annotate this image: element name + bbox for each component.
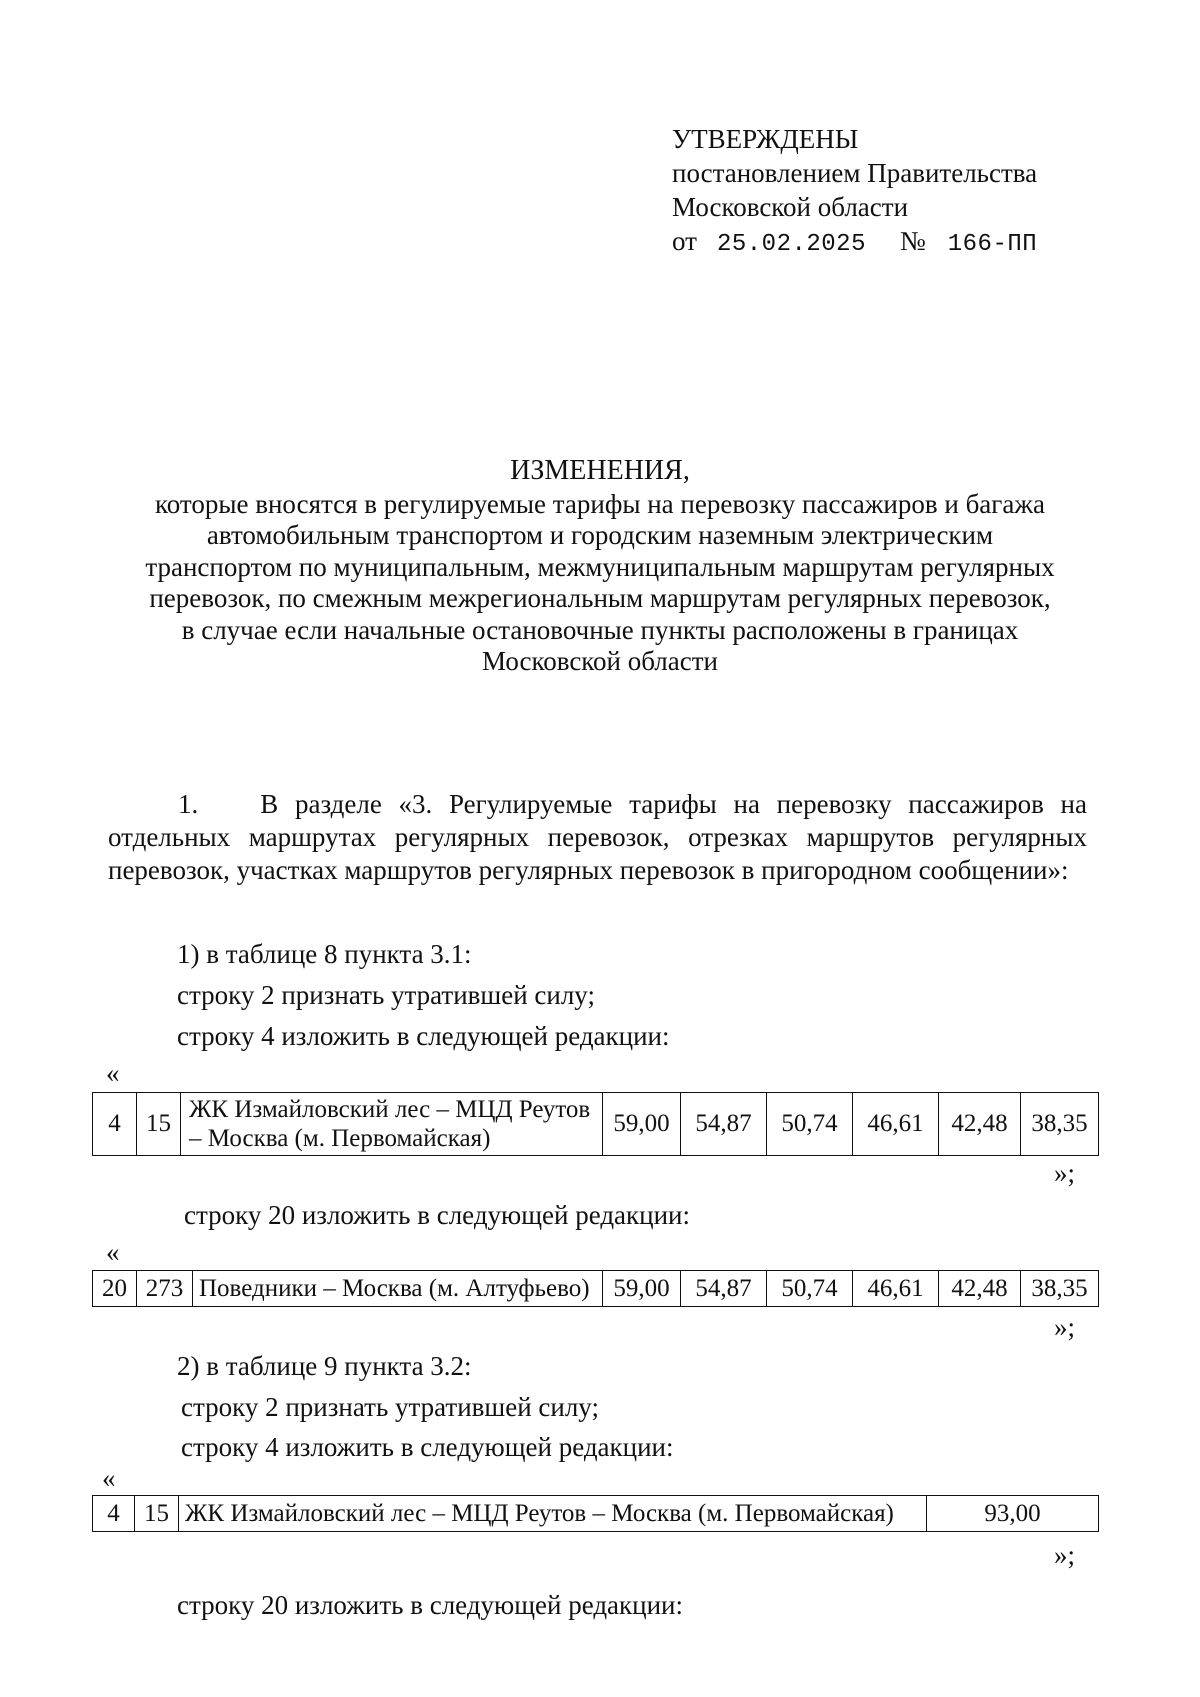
date-prefix: от bbox=[672, 226, 697, 256]
item-2-row20-heading: строку 20 изложить в следующей редакции: bbox=[177, 1590, 684, 1620]
tariff-cell: 93,00 bbox=[927, 1496, 1099, 1532]
route-name-cell: ЖК Измайловский лес – МЦД Реутов – Москва (м. Первомайская) bbox=[179, 1496, 927, 1532]
number-sign: № bbox=[899, 226, 926, 256]
heading-line: перевозок, по смежным межрегиональным маршрутам регулярных перевозок, bbox=[149, 583, 1051, 613]
tariff-cell: 50,74 bbox=[767, 1093, 853, 1156]
item-1-strike-row: строку 2 признать утратившей силу; bbox=[177, 980, 595, 1010]
close-quote: »; bbox=[1054, 1540, 1076, 1570]
route-number-cell: 273 bbox=[137, 1271, 193, 1307]
tariff-cell: 42,48 bbox=[939, 1271, 1021, 1307]
tariff-cell: 54,87 bbox=[681, 1271, 767, 1307]
tariff-cell: 59,00 bbox=[603, 1271, 681, 1307]
approval-line-1: постановлением Правительства bbox=[672, 158, 1038, 188]
table-row bbox=[93, 1496, 1099, 1532]
route-number-cell: 15 bbox=[137, 1093, 181, 1156]
approval-title: УТВЕРЖДЕНЫ bbox=[672, 124, 859, 154]
open-quote: « bbox=[106, 1237, 120, 1267]
heading-line: которые вносятся в регулируемые тарифы на перевозку пассажиров и багажа bbox=[155, 488, 1045, 519]
section-1-paragraph bbox=[108, 788, 1087, 887]
open-quote: « bbox=[106, 1058, 120, 1088]
close-quote: »; bbox=[1054, 1158, 1076, 1188]
heading-line: Московской области bbox=[481, 646, 718, 676]
approval-date: 25.02.2025 bbox=[716, 231, 866, 258]
item-2: 2) в таблице 9 пункта 3.2: bbox=[177, 1351, 472, 1381]
tariff-cell: 38,35 bbox=[1021, 1271, 1099, 1307]
item-1: 1) в таблице 8 пункта 3.1: bbox=[177, 939, 472, 969]
approval-block bbox=[672, 122, 1037, 262]
section-number: 1. bbox=[178, 789, 199, 819]
approval-line-2: Московской области bbox=[672, 192, 909, 222]
item-2-row4-heading: строку 4 изложить в следующей редакции: bbox=[181, 1432, 674, 1462]
route-name-cell: Поведники – Москва (м. Алтуфьево) bbox=[193, 1271, 603, 1307]
approval-number: 166-ПП bbox=[947, 231, 1038, 258]
table-9-row-4 bbox=[92, 1495, 1099, 1532]
tariff-cell: 46,61 bbox=[853, 1093, 939, 1156]
tariff-cell: 46,61 bbox=[853, 1271, 939, 1307]
tariff-cell: 59,00 bbox=[603, 1093, 681, 1156]
section-text: В разделе «3. Регулируемые тарифы на перевозку пассажиров на отдельных маршрутах регулярных перевозок, отрезках маршрутов регулярных перевозок, участках маршрутов регулярных перевозок в пригородном сообщении»: bbox=[108, 789, 1087, 885]
route-number-cell: 15 bbox=[135, 1496, 179, 1532]
item-1-row20-heading: строку 20 изложить в следующей редакции: bbox=[184, 1200, 691, 1230]
row-number-cell: 4 bbox=[93, 1496, 135, 1532]
approval-date-line bbox=[672, 224, 1037, 262]
heading-line: транспортом по муниципальным, межмуниципальным маршрутам регулярных bbox=[145, 551, 1055, 582]
route-name-cell: ЖК Измайловский лес – МЦД Реутов – Москва (м. Первомайская) bbox=[181, 1093, 603, 1156]
close-quote: »; bbox=[1054, 1312, 1076, 1342]
item-2-strike-row: строку 2 признать утратившей силу; bbox=[181, 1392, 599, 1422]
table-row bbox=[93, 1093, 1099, 1156]
tariff-cell: 54,87 bbox=[681, 1093, 767, 1156]
item-1-row4-heading: строку 4 изложить в следующей редакции: bbox=[177, 1021, 670, 1051]
row-number-cell: 20 bbox=[93, 1271, 137, 1307]
heading-line: автомобильным транспортом и городским наземным электрическим bbox=[206, 520, 994, 550]
heading-line: в случае если начальные остановочные пункты расположены в границах bbox=[181, 614, 1019, 645]
table-8-row-20 bbox=[92, 1270, 1099, 1307]
tariff-cell: 42,48 bbox=[939, 1093, 1021, 1156]
document-heading bbox=[100, 455, 1100, 678]
table-8-row-4 bbox=[92, 1092, 1099, 1156]
tariff-cell: 50,74 bbox=[767, 1271, 853, 1307]
tariff-cell: 38,35 bbox=[1021, 1093, 1099, 1156]
heading-title: ИЗМЕНЕНИЯ, bbox=[510, 455, 690, 486]
table-row bbox=[93, 1271, 1099, 1307]
row-number-cell: 4 bbox=[93, 1093, 137, 1156]
open-quote: « bbox=[102, 1463, 116, 1493]
